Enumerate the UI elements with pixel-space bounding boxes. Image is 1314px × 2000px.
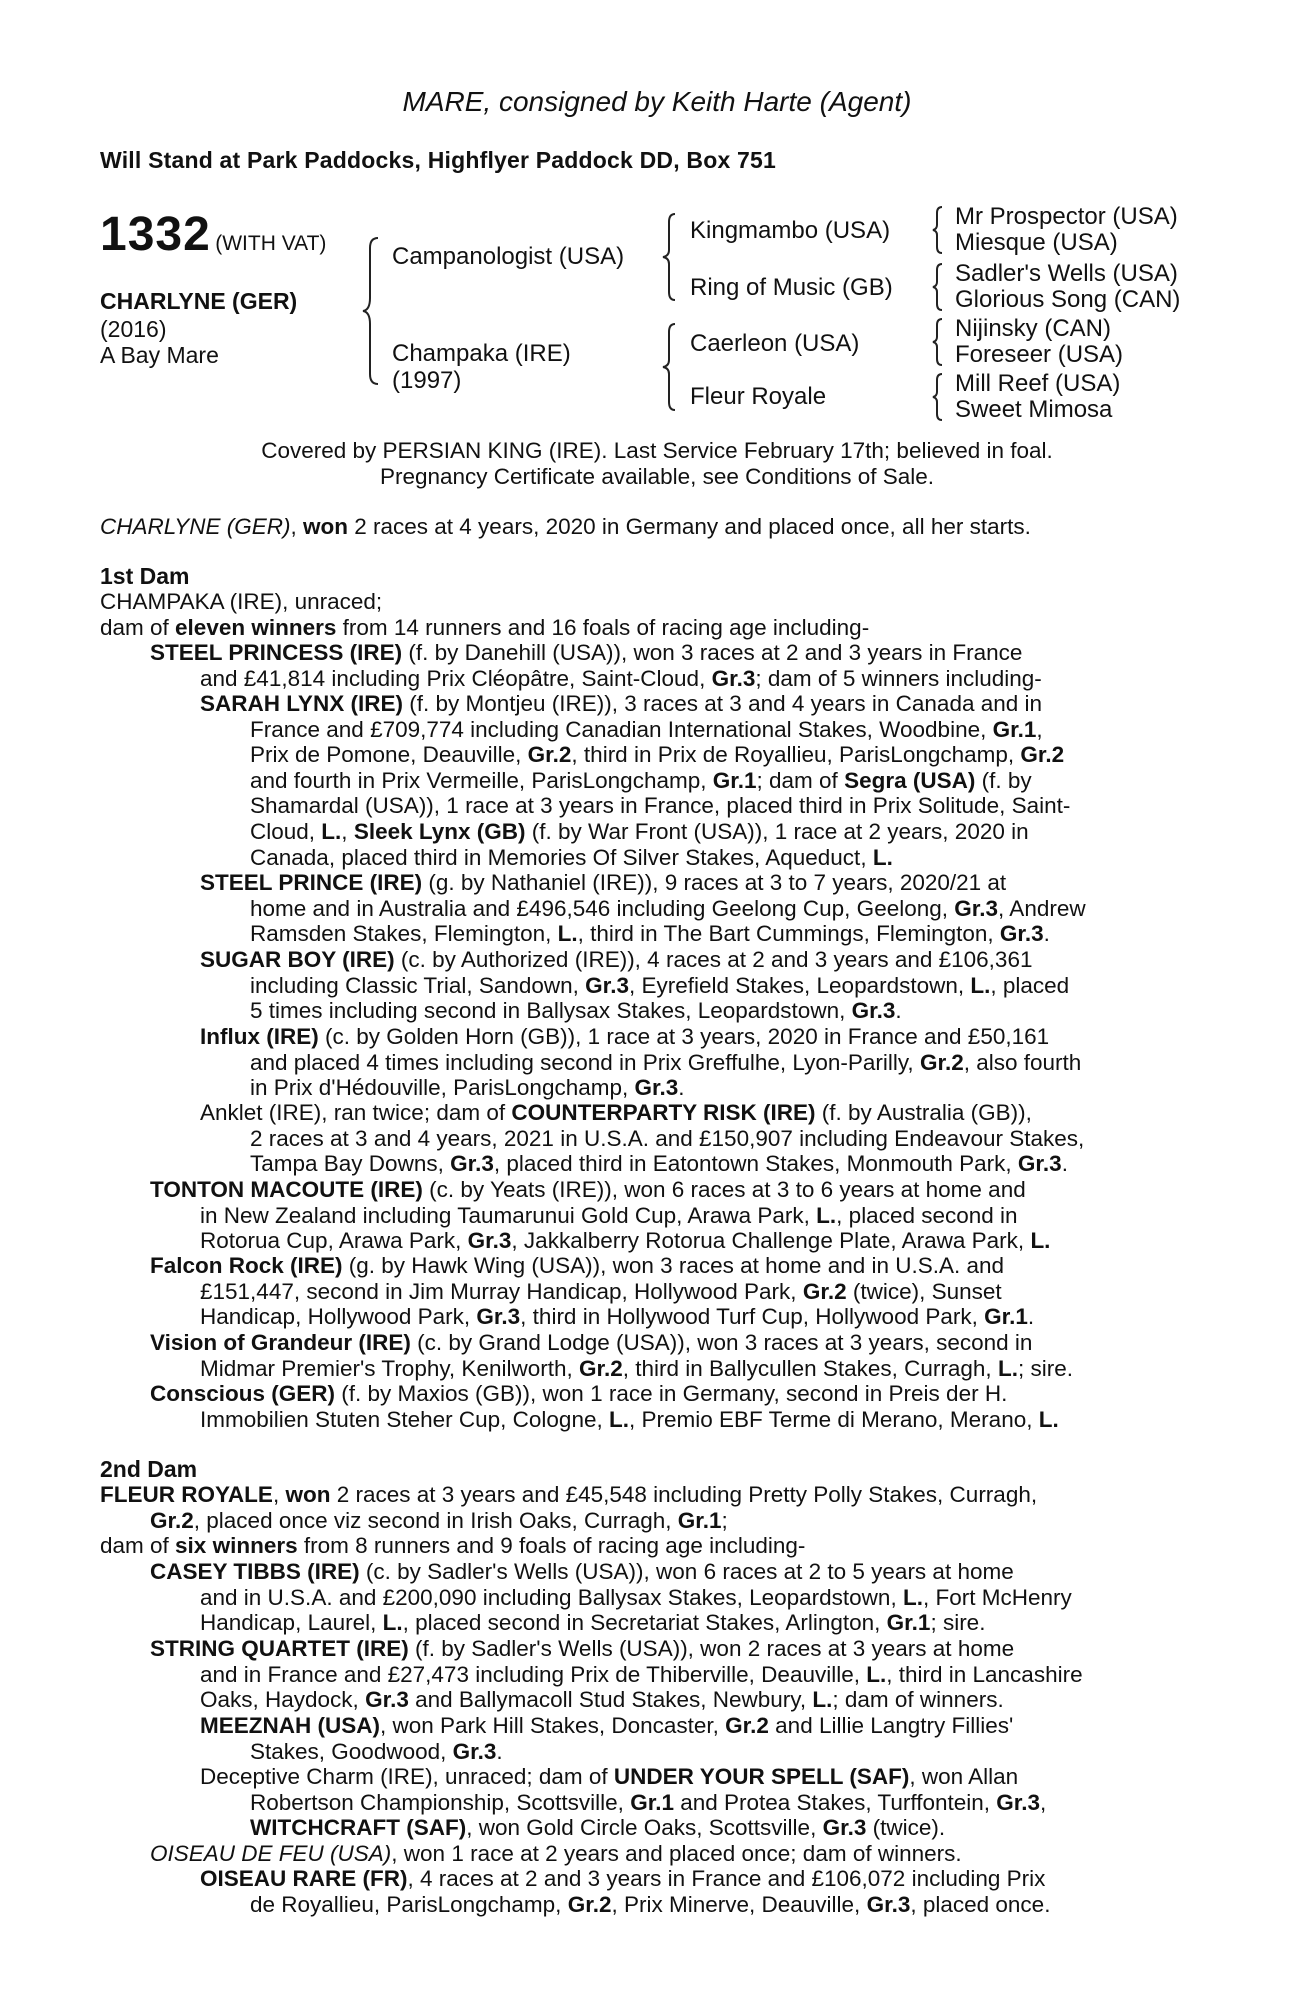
horse-description: A Bay Mare	[100, 342, 219, 368]
stand-location: Will Stand at Park Paddocks, Highflyer Paddock DD, Box 751	[100, 147, 777, 173]
pedigree-sire-dam: Ring of Music (GB)	[690, 274, 893, 301]
lot-number: 1332	[100, 208, 211, 261]
progeny-entry: MEEZNAH (USA), won Park Hill Stakes, Doncaster, Gr.2 and Lillie Langtry Fillies' Stakes, Goodwood, Gr.3.	[200, 1713, 1014, 1764]
first-dam-intro: dam of eleven winners from 14 runners and 16 foals of racing age including-	[100, 615, 870, 640]
first-dam-heading: 1st Dam	[100, 563, 190, 589]
lot-number-block	[100, 207, 326, 262]
covered-line-1: Covered by PERSIAN KING (IRE). Last Service February 17th; believed in foal.	[261, 438, 1053, 463]
pedigree-dam-brace	[660, 322, 680, 412]
progeny-entry: Influx (IRE) (c. by Golden Horn (GB)), 1 race at 3 years, 2020 in France and £50,161 and placed 4 times including second in Prix Greffulhe, Lyon-Parilly, Gr.2, also fourth in Prix d'Hédouville, ParisLongchamp, Gr.3.	[200, 1024, 1082, 1101]
pedigree-g1: Mr Prospector (USA)	[955, 203, 1178, 230]
pedigree-g8: Sweet Mimosa	[955, 396, 1113, 423]
pedigree-sire-sire: Kingmambo (USA)	[690, 217, 891, 244]
pedigree-brace-3	[930, 317, 946, 367]
pedigree-g6: Foreseer (USA)	[955, 341, 1124, 368]
pedigree-brace-1	[930, 205, 946, 255]
horse-year: (2016)	[100, 316, 167, 342]
progeny-entry: Conscious (GER) (f. by Maxios (GB)), won 1 race in Germany, second in Preis der H. Immobilien Stuten Steher Cup, Cologne, L., Premio EBF Terme di Merano, Merano, L.	[150, 1381, 1059, 1432]
pedigree-brace-2	[930, 262, 946, 312]
first-dam-line: CHAMPAKA (IRE), unraced;	[100, 589, 383, 614]
pedigree-brace-4	[930, 372, 946, 422]
progeny-entry: Falcon Rock (IRE) (g. by Hawk Wing (USA)), won 3 races at home and in U.S.A. and £151,447, second in Jim Murray Handicap, Hollywood Park, Gr.2 (twice), Sunset Handicap, Hollywood Park, Gr.3, third in Hollywood Turf Cup, Hollywood Park, Gr.1.	[150, 1253, 1035, 1330]
pedigree-sire-brace	[660, 212, 680, 302]
progeny-entry: Deceptive Charm (IRE), unraced; dam of UNDER YOUR SPELL (SAF), won Allan Robertson Championship, Scottsville, Gr.1 and Protea Stakes, Turffontein, Gr.3, WITCHCRAFT (SAF), won Gold Circle Oaks, Scottsville, Gr.3 (twice).	[200, 1764, 1047, 1841]
progeny-entry: OISEAU RARE (FR), 4 races at 2 and 3 years in France and £106,072 including Prix de Royallieu, ParisLongchamp, Gr.2, Prix Minerve, Deauville, Gr.3, placed once.	[200, 1866, 1051, 1917]
pedigree-g2: Miesque (USA)	[955, 229, 1118, 256]
pedigree-dam-sire: Caerleon (USA)	[690, 330, 860, 357]
covered-line-2: Pregnancy Certificate available, see Conditions of Sale.	[379, 464, 935, 489]
pedigree-g7: Mill Reef (USA)	[955, 370, 1121, 397]
progeny-entry: CASEY TIBBS (IRE) (c. by Sadler's Wells (USA)), won 6 races at 2 to 5 years at home and in U.S.A. and £200,090 including Ballysax Stakes, Leopardstown, L., Fort McHenry Handicap, Laurel, L., placed second in Secretariat Stakes, Arlington, Gr.1; sire.	[150, 1559, 1072, 1636]
pedigree-dam: Champaka (IRE)	[392, 340, 571, 367]
pedigree-main-brace	[360, 236, 384, 386]
vat-note: (WITH VAT)	[215, 232, 327, 255]
progeny-entry: SUGAR BOY (IRE) (c. by Authorized (IRE)), 4 races at 2 and 3 years and £106,361 including Classic Trial, Sandown, Gr.3, Eyrefield Stakes, Leopardstown, L., placed 5 times including second in Ballysax Stakes, Leopardstown, Gr.3.	[200, 947, 1070, 1024]
progeny-entry: STEEL PRINCE (IRE) (g. by Nathaniel (IRE)), 9 races at 3 to 7 years, 2020/21 at home and in Australia and £496,546 including Geelong Cup, Geelong, Gr.3, Andrew Ramsden Stakes, Flemington, L., third in The Bart Cummings, Flemington, Gr.3.	[200, 870, 1086, 947]
summary-line: CHARLYNE (GER), won 2 races at 4 years, 2020 in Germany and placed once, all her starts.	[100, 514, 1031, 539]
progeny-entry: TONTON MACOUTE (IRE) (c. by Yeats (IRE)), won 6 races at 3 to 6 years at home and in New Zealand including Taumarunui Gold Cup, Arawa Park, L., placed second in Rotorua Cup, Arawa Park, Gr.3, Jakkalberry Rotorua Challenge Plate, Arawa Park, L.	[150, 1177, 1051, 1254]
pedigree-dam-year: (1997)	[392, 367, 462, 394]
pedigree-g4: Glorious Song (CAN)	[955, 286, 1181, 313]
consignment-header: MARE, consigned by Keith Harte (Agent)	[402, 86, 912, 117]
progeny-entry: STRING QUARTET (IRE) (f. by Sadler's Wells (USA)), won 2 races at 3 years at home and in France and £27,473 including Prix de Thiberville, Deauville, L., third in Lancashire Oaks, Haydock, Gr.3 and Ballymacoll Stud Stakes, Newbury, L.; dam of winners.	[150, 1636, 1083, 1713]
pedigree-sire: Campanologist (USA)	[392, 243, 625, 270]
progeny-entry: OISEAU DE FEU (USA), won 1 race at 2 years and placed once; dam of winners.	[150, 1841, 962, 1866]
pedigree-g5: Nijinsky (CAN)	[955, 315, 1111, 342]
progeny-entry: Vision of Grandeur (IRE) (c. by Grand Lodge (USA)), won 3 races at 3 years, second in Midmar Premier's Trophy, Kenilworth, Gr.2, third in Ballycullen Stakes, Curragh, L.; sire.	[150, 1330, 1073, 1381]
second-dam-entry: FLEUR ROYALE, won 2 races at 3 years and £45,548 including Pretty Polly Stakes, Curragh, Gr.2, placed once viz second in Irish Oaks, Curragh, Gr.1; dam of six winners from 8 runners and 9 foals of racing age including-	[100, 1482, 1038, 1559]
progeny-entry: STEEL PRINCESS (IRE) (f. by Danehill (USA)), won 3 races at 2 and 3 years in France and £41,814 including Prix Cléopâtre, Saint-Cloud, Gr.3; dam of 5 winners including-	[150, 640, 1042, 691]
pedigree-g3: Sadler's Wells (USA)	[955, 260, 1178, 287]
pedigree-dam-dam: Fleur Royale	[690, 383, 827, 410]
second-dam-heading: 2nd Dam	[100, 1456, 198, 1482]
horse-name: CHARLYNE (GER)	[100, 288, 298, 314]
progeny-entry: SARAH LYNX (IRE) (f. by Montjeu (IRE)), 3 races at 3 and 4 years in Canada and in France and £709,774 including Canadian International Stakes, Woodbine, Gr.1, Prix de Pomone, Deauville, Gr.2, third in Prix de Royallieu, ParisLongchamp, Gr.2 and fourth in Prix Vermeille, ParisLongchamp, Gr.1; dam of Segra (USA) (f. by Shamardal (USA)), 1 race at 3 years in France, placed third in Prix Solitude, Saint- Cloud, L., Sleek Lynx (GB) (f. by War Front (USA)), 1 race at 2 years, 2020 in Canada, placed third in Memories Of Silver Stakes, Aqueduct, L.	[200, 691, 1071, 870]
progeny-entry: Anklet (IRE), ran twice; dam of COUNTERPARTY RISK (IRE) (f. by Australia (GB)), 2 races at 3 and 4 years, 2021 in U.S.A. and £150,907 including Endeavour Stakes, Tampa Bay Downs, Gr.3, placed third in Eatontown Stakes, Monmouth Park, Gr.3.	[200, 1100, 1085, 1177]
